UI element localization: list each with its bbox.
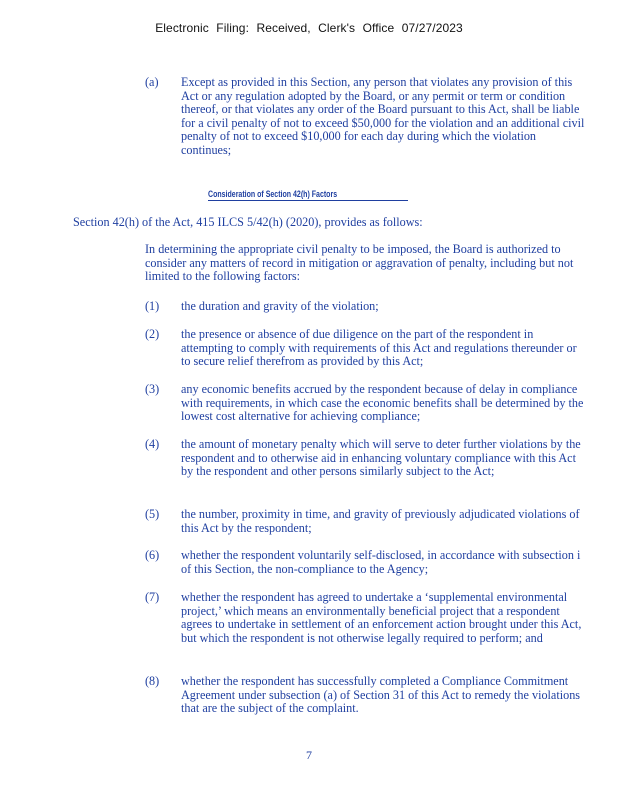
factor-number: (6): [145, 548, 160, 562]
section-reference: Section 42(h) of the Act, 415 ILCS 5/42(h) (2020), provides as follows:: [73, 215, 423, 229]
factor-number: (7): [145, 590, 160, 604]
intro-paragraph: In determining the appropriate civil penalty to be imposed, the Board is authorized to consider any matters of record in mitigation or aggravation of penalty, including but not limited to the following factors:: [145, 242, 574, 283]
factor-text: the presence or absence of due diligence on the part of the respondent in attempting to comply with requirements of this Act and regulations thereunder or to secure relief therefrom as provided by this Act;: [181, 327, 577, 368]
section-subheading: Consideration of Section 42(h) Factors: [208, 189, 338, 199]
factor-text: any economic benefits accrued by the respondent because of delay in compliance with requirements, in which case the economic benefits shall be determined by the lowest cost alternative for achieving compliance;: [181, 382, 584, 423]
factor-number: (8): [145, 674, 160, 688]
paragraph-a-text: Except as provided in this Section, any person that violates any provision of this Act or any regulation adopted by the Board, or any permit or term or condition thereof, or that violates any order of the Board pursuant to this Act, shall be liable for a civil penalty of not to exceed $50,000 for the violation and an additional civil penalty of not to exceed $10,000 for each day during which the violation continues;: [181, 75, 585, 157]
factor-text: the number, proximity in time, and gravity of previously adjudicated violations of this Act by the respondent;: [181, 507, 580, 535]
factor-text: whether the respondent has agreed to undertake a ‘supplemental environmental project,’ which means an environmentally beneficial project that a respondent agrees to undertake in settlement of an enforcement action brought under this Act, but which the respondent is not otherwise legally required to perform; and: [181, 590, 582, 645]
factor-text: whether the respondent voluntarily self-disclosed, in accordance with subsection i of this Section, the non-compliance to the Agency;: [181, 548, 581, 576]
subheading-underline: [208, 200, 408, 201]
page-number: 7: [306, 748, 312, 762]
factor-number: (5): [145, 507, 160, 521]
factor-number: (4): [145, 437, 160, 451]
filing-header: Electronic Filing: Received, Clerk's Office 07/27/2023: [155, 21, 463, 35]
factor-number: (2): [145, 327, 160, 341]
factor-text: the amount of monetary penalty which will serve to deter further violations by the respondent and to otherwise aid in enhancing voluntary compliance with this Act by the respondent and other persons similarly subject to the Act;: [181, 437, 581, 478]
factor-number: (1): [145, 299, 160, 313]
factor-text: whether the respondent has successfully completed a Compliance Commitment Agreement under subsection (a) of Section 31 of this Act to remedy the violations that are the subject of the complaint.: [181, 674, 581, 715]
factor-number: (3): [145, 382, 160, 396]
paragraph-a-label: (a): [145, 75, 159, 89]
factor-text: the duration and gravity of the violation;: [181, 299, 379, 313]
